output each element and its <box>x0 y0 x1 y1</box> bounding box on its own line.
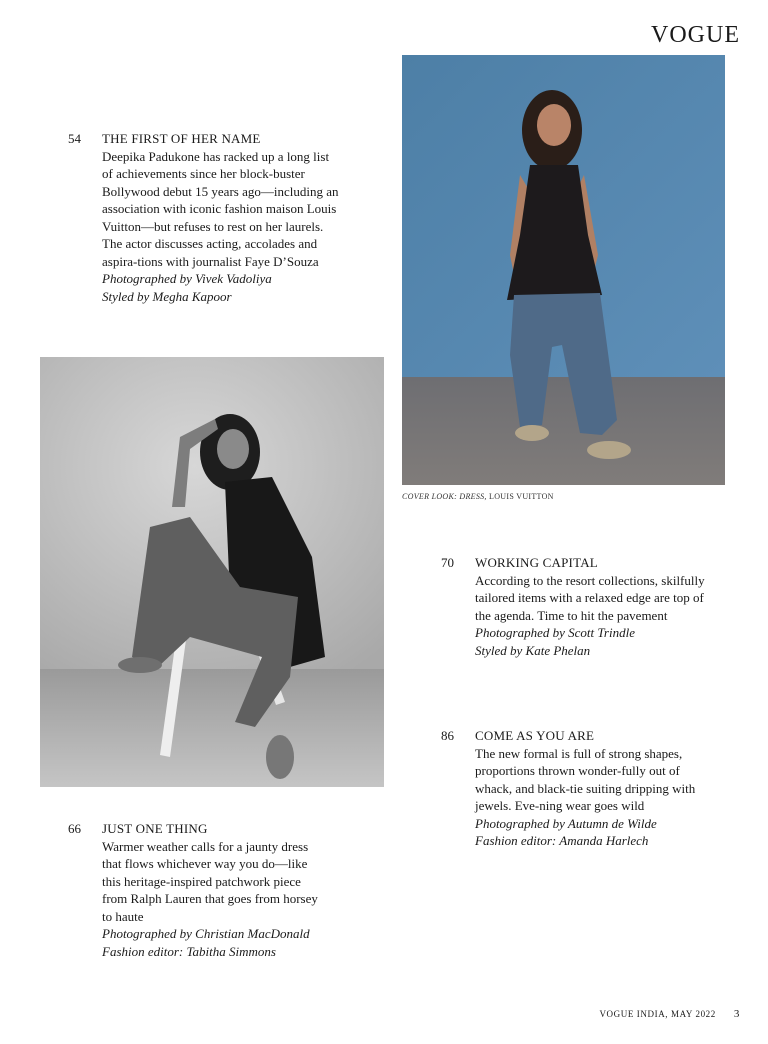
bw-photo <box>40 357 384 787</box>
entry-title: THE FIRST OF HER NAME <box>102 131 261 146</box>
entry-credit-photographer: Photographed by Autumn de Wilde <box>475 815 657 831</box>
entry-number: 54 <box>68 131 81 146</box>
vogue-masthead: VOGUE <box>651 22 740 48</box>
entry-text: Deepika Padukone has racked up a long list of achievements since her block-buster Bollywood debut 15 years ago—including an association with iconic fashion maison Louis Vuitton—but refuses to rest on her laurels. The actor discusses acting, accolades and aspira-tions with journalist Faye D’Souza <box>102 148 339 269</box>
toc-entry-66[interactable] <box>68 820 348 970</box>
toc-entry-70[interactable] <box>441 554 721 684</box>
entry-text: Warmer weather calls for a jaunty dress that flows whichever way you do—like this heritage-inspired patchwork piece from Ralph Lauren that goes from horsey to haute <box>102 838 318 924</box>
entry-text: The new formal is full of strong shapes, proportions thrown wonder-fully out of whack, and black-tie suiting dripping with jewels. Eve-ning wear goes wild <box>475 745 696 813</box>
caption-italic: COVER LOOK: DRESS, <box>402 492 487 501</box>
toc-entry-54[interactable] <box>68 130 348 330</box>
entry-credit-editor: Fashion editor: Amanda Harlech <box>475 833 649 848</box>
issue-label: VOGUE INDIA, MAY 2022 <box>599 1009 716 1019</box>
entry-credit-photographer: Photographed by Christian MacDonald <box>102 926 310 941</box>
entry-text: According to the resort collections, skilfully tailored items with a relaxed edge are top of the agenda. Time to hit the pavement <box>475 572 705 623</box>
entry-number: 66 <box>68 821 81 836</box>
page-number: 3 <box>733 1008 740 1020</box>
entry-title: WORKING CAPITAL <box>475 555 598 570</box>
entry-credit-stylist: Styled by Megha Kapoor <box>102 288 232 304</box>
entry-title: COME AS YOU ARE <box>475 728 595 743</box>
entry-credit-photographer: Photographed by Vivek Vadoliya <box>102 271 272 286</box>
entry-title: JUST ONE THING <box>102 821 208 836</box>
entry-credit-photographer: Photographed by Scott Trindle <box>475 625 635 640</box>
toc-entry-86[interactable] <box>441 727 721 877</box>
entry-number: 70 <box>441 555 454 570</box>
caption-plain: LOUIS VUITTON <box>486 492 554 501</box>
page-footer <box>599 1008 740 1020</box>
entry-credit-stylist: Styled by Kate Phelan <box>475 642 591 658</box>
cover-photo <box>402 55 725 485</box>
entry-credit-editor: Fashion editor: Tabitha Simmons <box>102 943 276 959</box>
entry-number: 86 <box>441 728 454 743</box>
cover-caption <box>402 492 554 501</box>
